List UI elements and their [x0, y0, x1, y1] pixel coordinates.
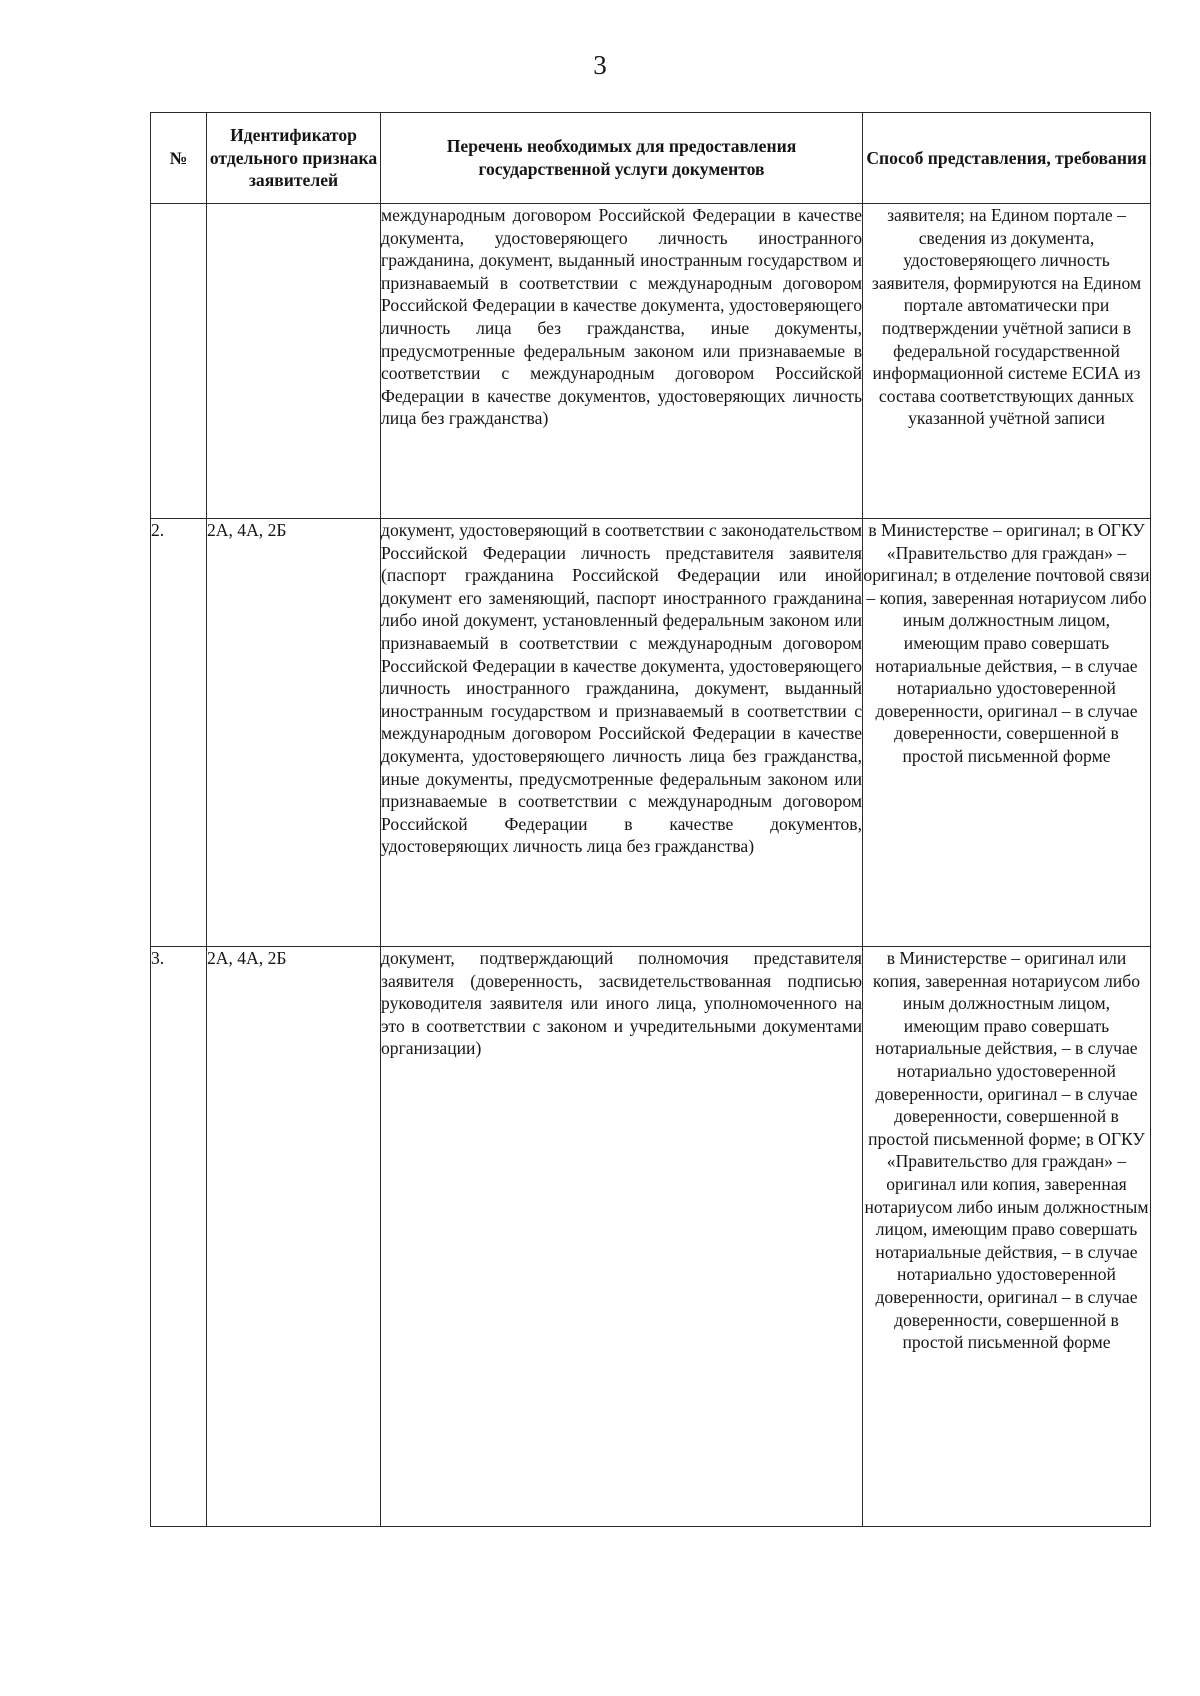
documents-table: [150, 112, 1151, 1527]
row-documents: международным договором Российской Федерации в качестве документа, удостоверяющего личность иностранного гражданина, документ, выданный иностранным государством и признаваемый в соответствии с международным договором Российской Федерации в качестве документа, удостоверяющего личность лица без гражданства, иные документы, предусмотренные федеральным законом или признаваемые в соответствии с международным договором Российской Федерации в качестве документов, удостоверяющих личность лица без гражданства): [381, 204, 863, 519]
row-identifiers: 2А, 4А, 2Б: [207, 947, 381, 1527]
header-identifier: Идентификатор отдельного признака заявителей: [207, 113, 381, 204]
row-number: 3.: [151, 947, 207, 1527]
row-method: в Министерстве – оригинал; в ОГКУ «Правительство для граждан» – оригинал; в отделение почтовой связи – копия, заверенная нотариусом либо иным должностным лицом, имеющим право совершать нотариальные действия, – в случае нотариально удостоверенной доверенности, оригинал – в случае доверенности, совершенной в простой письменной форме: [863, 519, 1151, 947]
header-num: №: [151, 113, 207, 204]
row-identifiers: [207, 204, 381, 519]
table-header: [151, 113, 1151, 204]
header-documents: Перечень необходимых для предоставления государственной услуги документов: [381, 113, 863, 204]
table-row: [151, 947, 1151, 1527]
header-method: Способ представления, требования: [863, 113, 1151, 204]
row-method: в Министерстве – оригинал или копия, заверенная нотариусом либо иным должностным лицом, имеющим право совершать нотариальные действия, – в случае нотариально удостоверенной доверенности, оригинал – в случае доверенности, совершенной в простой письменной форме; в ОГКУ «Правительство для граждан» – оригинал или копия, заверенная нотариусом либо иным должностным лицом, имеющим право совершать нотариальные действия, – в случае нотариально удостоверенной доверенности, оригинал – в случае доверенности, совершенной в простой письменной форме: [863, 947, 1151, 1527]
row-documents: документ, подтверждающий полномочия представителя заявителя (доверенность, засвидетельствованная подписью руководителя заявителя или иного лица, уполномоченного на это в соответствии с законом и учредительными документами организации): [381, 947, 863, 1527]
row-documents: документ, удостоверяющий в соответствии с законодательством Российской Федерации личность представителя заявителя (паспорт гражданина Российской Федерации или иной документ его заменяющий, паспорт иностранного гражданина либо иной документ, установленный федеральным законом или признаваемый в соответствии с международным договором Российской Федерации в качестве документа, удостоверяющего личность иностранного гражданина, документ, выданный иностранным государством и признаваемый в соответствии с международным договором Российской Федерации в качестве документа, удостоверяющего личность лица без гражданства, иные документы, предусмотренные федеральным законом или признаваемые в соответствии с международным договором Российской Федерации в качестве документов, удостоверяющих личность лица без гражданства): [381, 519, 863, 947]
table-row: [151, 519, 1151, 947]
row-number: 2.: [151, 519, 207, 947]
page-number: 3: [593, 50, 607, 80]
row-number: [151, 204, 207, 519]
table-row: [151, 204, 1151, 519]
row-identifiers: 2А, 4А, 2Б: [207, 519, 381, 947]
row-method: заявителя; на Едином портале – сведения из документа, удостоверяющего личность заявителя, формируются на Едином портале автоматически при подтверждении учётной записи в федеральной государственной информационной системе ЕСИА из состава соответствующих данных указанной учётной записи: [863, 204, 1151, 519]
